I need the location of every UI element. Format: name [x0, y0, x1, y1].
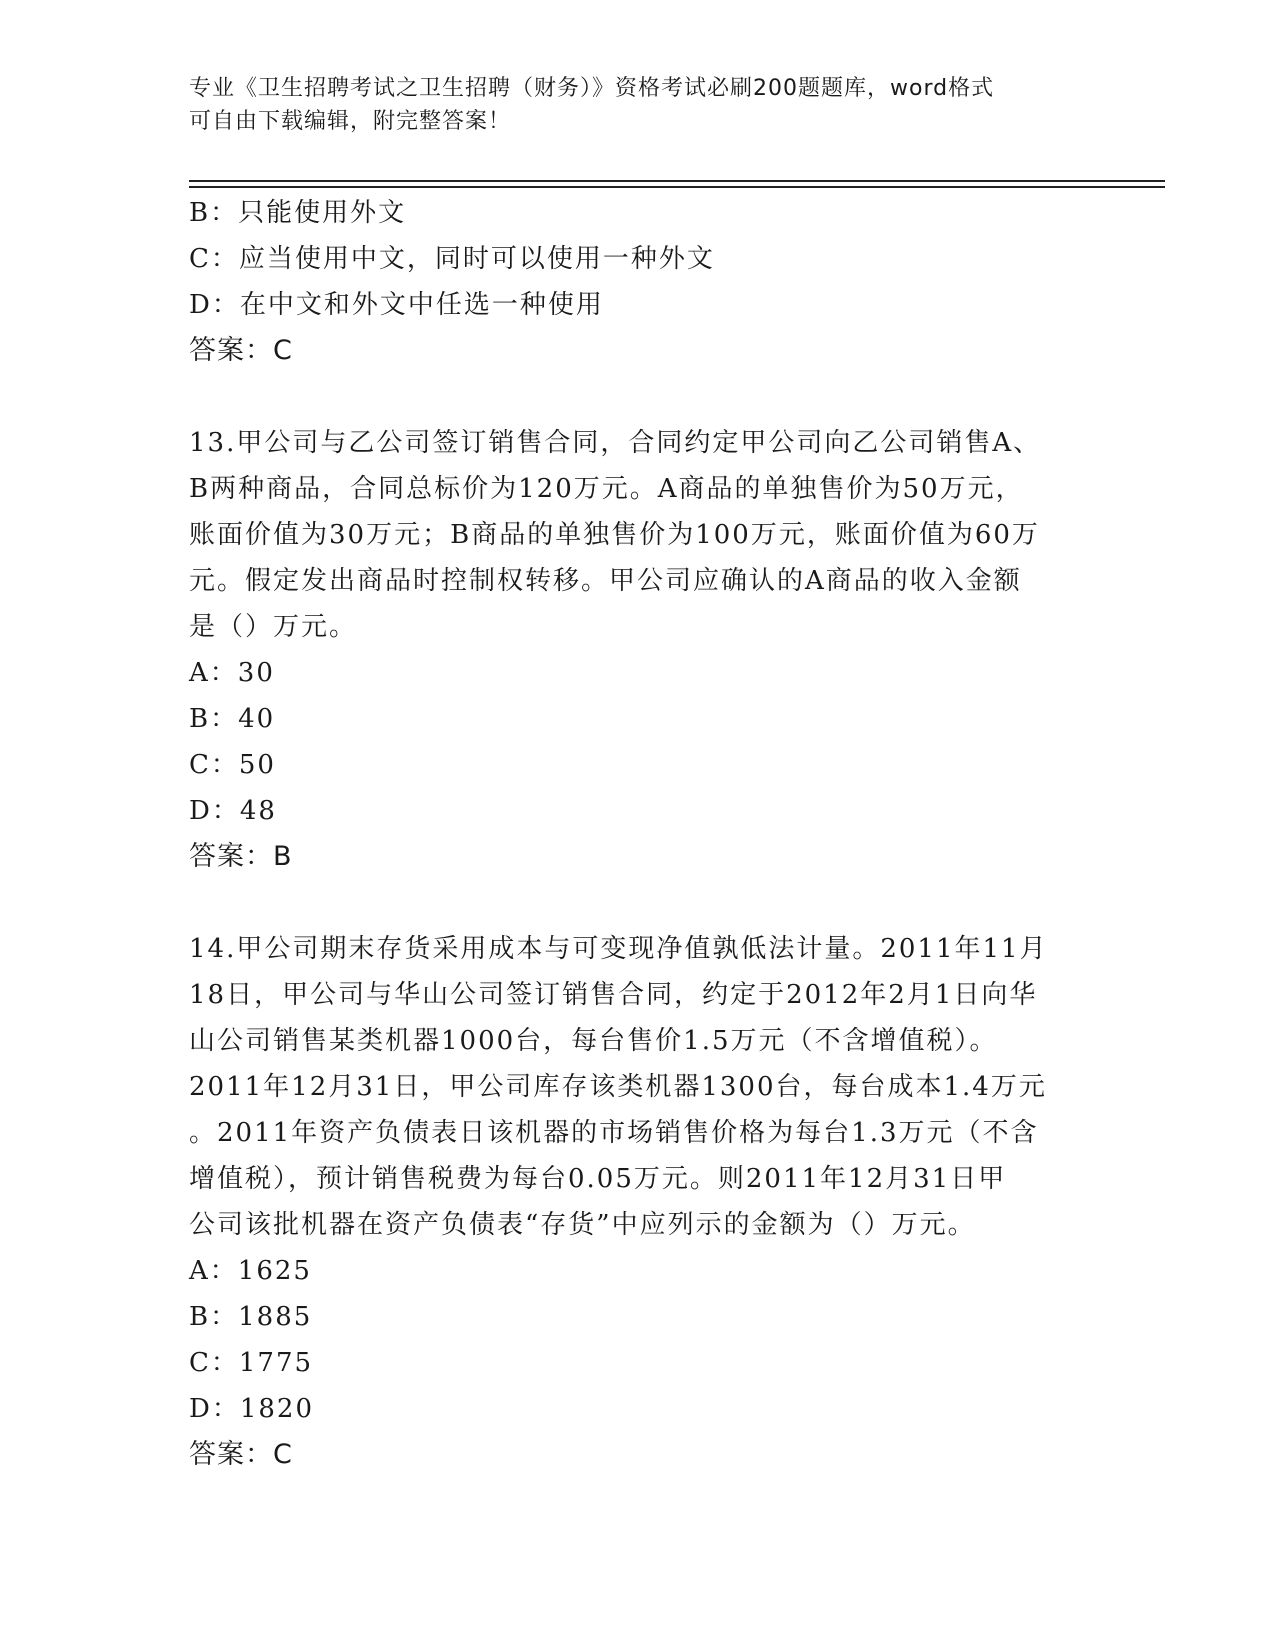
question-stem-line: 。2011年资产负债表日该机器的市场销售价格为每台1.3万元（不含	[189, 1118, 1039, 1148]
question-stem-line: 13.甲公司与乙公司签订销售合同，合同约定甲公司向乙公司销售A、	[189, 428, 1042, 458]
option-d: D：在中文和外文中任选一种使用	[189, 290, 604, 320]
option-b: B：40	[189, 704, 276, 734]
question-stem-line: 账面价值为30万元；B商品的单独售价为100万元，账面价值为60万	[189, 520, 1040, 550]
question-stem-line: 18日，甲公司与华山公司签订销售合同，约定于2012年2月1日向华	[189, 980, 1038, 1010]
option-c: C：应当使用中文，同时可以使用一种外文	[189, 244, 715, 274]
answer-line: 答案：C	[189, 335, 293, 366]
question-content	[189, 190, 1089, 1478]
header-line-1: 专业《卫生招聘考试之卫生招聘（财务）》资格考试必刷200题题库，word格式	[189, 76, 995, 101]
question-stem-line: 2011年12月31日，甲公司库存该类机器1300台，每台成本1.4万元	[189, 1072, 1047, 1102]
question-stem-line: B两种商品，合同总标价为120万元。A商品的单独售价为50万元，	[189, 474, 1024, 504]
question-stem-line: 公司该批机器在资产负债表“存货”中应列示的金额为（）万元。	[189, 1210, 976, 1240]
question-stem-line: 是（）万元。	[189, 612, 358, 642]
question-stem-line: 元。假定发出商品时控制权转移。甲公司应确认的A商品的收入金额	[189, 566, 1022, 596]
option-c: C：50	[189, 750, 276, 780]
question-stem-line: 山公司销售某类机器1000台，每台售价1.5万元（不含增值税）。	[189, 1026, 998, 1056]
header-line-2: 可自由下载编辑，附完整答案！	[189, 109, 512, 134]
spacer	[189, 374, 1089, 420]
question-stem-line: 14.甲公司期末存货采用成本与可变现净值孰低法计量。2011年11月	[189, 934, 1048, 964]
option-a: A：1625	[189, 1256, 312, 1286]
option-d: D：1820	[189, 1394, 315, 1424]
option-c: C：1775	[189, 1348, 314, 1378]
header-divider-bottom	[189, 186, 1165, 188]
question-stem-line: 增值税），预计销售税费为每台0.05万元。则2011年12月31日甲	[189, 1164, 1007, 1194]
header-divider-top	[189, 180, 1165, 182]
option-b: B：1885	[189, 1302, 313, 1332]
question-12-fragment	[189, 190, 1089, 374]
question-13	[189, 420, 1089, 880]
option-b: B：只能使用外文	[189, 198, 407, 228]
spacer	[189, 880, 1089, 926]
answer-line: 答案：B	[189, 841, 293, 872]
answer-line: 答案：C	[189, 1439, 293, 1470]
option-d: D：48	[189, 796, 277, 826]
document-header	[189, 72, 1069, 138]
option-a: A：30	[189, 658, 275, 688]
question-14	[189, 926, 1089, 1478]
